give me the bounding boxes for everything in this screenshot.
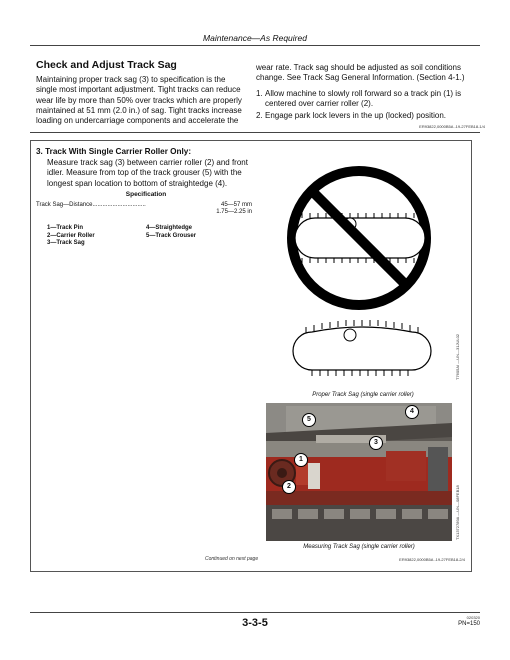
intro-line: wear life by more than 50% over tracks which are properly <box>36 95 242 105</box>
spec-row <box>36 202 146 208</box>
track-sag-diagram <box>262 150 462 390</box>
grouser-ticks <box>302 258 414 263</box>
reference-code: ER93822,0000B5A -19-27FEB18-1/4 <box>419 124 485 129</box>
spec-value-mm: 45—57 mm <box>220 202 252 208</box>
reference-code: ER93822,0000B5A -19-27FEB18-2/4 <box>399 557 465 562</box>
callout-4: 4 <box>405 405 419 419</box>
figure-caption: Proper Track Sag (single carrier roller) <box>312 392 414 398</box>
spec-label: Track Sag—Distance <box>36 202 93 208</box>
step-line: Measure track sag (3) between carrier roller (2) and front <box>47 158 248 167</box>
page-number: 3-3-5 <box>242 617 268 629</box>
step-line: longest span location to bottom of straightedge (4). <box>47 178 228 188</box>
footer-mark: 020320 <box>466 615 480 620</box>
figure-caption: Measuring Track Sag (single carrier roller) <box>303 544 415 550</box>
continued-note: Continued on next page <box>205 556 259 562</box>
track-photo <box>266 403 452 541</box>
step3-paragraph <box>47 158 257 189</box>
legend-item: 3—Track Sag <box>47 240 85 247</box>
legend-item: 5—Track Grouser <box>146 232 197 239</box>
figure-code: TX1372789A —UN—08FEB18 <box>455 485 460 540</box>
intro-line: wear rate. Track sag should be adjusted as soil conditions <box>256 63 462 72</box>
intro-line: single most important adjustment. Tight tracks can reduce <box>36 85 241 95</box>
step-1 <box>256 89 486 110</box>
section-title: Check and Adjust Track Sag <box>36 59 177 71</box>
step-line: Engage park lock levers in the up (locked) position. <box>265 111 446 120</box>
step-line: centered over carrier roller (2). <box>265 99 374 109</box>
figure-code: T7605AI —UN—31JUL02 <box>455 333 460 380</box>
step-number: 1. <box>256 89 263 98</box>
step3-title: 3. Track With Single Carrier Roller Only: <box>36 147 192 156</box>
grouser-ticks <box>312 370 408 376</box>
step-line: idler. Measure from top of the track grouser (5) with the <box>47 168 242 178</box>
legend-item: 2—Carrier Roller <box>47 232 95 239</box>
proper-track-outline <box>293 327 431 370</box>
intro-line: loading on undercarriage components and accelerate the <box>36 116 239 126</box>
intro-line: Maintaining proper track sag (3) to specification is the <box>36 75 226 84</box>
footer-code: PN=150 <box>458 621 480 627</box>
intro-line: maintained at 51 mm (2.0 in.) of sag. Tight tracks increase <box>36 105 242 115</box>
spec-leader: ................................ <box>92 202 146 208</box>
intro-line: change. See Track Sag General Information. (Section 4-1.) <box>256 73 465 83</box>
step-line: Allow machine to slowly roll forward so a track pin (1) is <box>265 89 462 98</box>
section-rule <box>30 132 480 133</box>
legend-right <box>146 225 196 240</box>
grouser-ticks <box>302 213 414 218</box>
callout-2: 2 <box>282 480 296 494</box>
callout-5: 5 <box>302 413 316 427</box>
proper-track-example <box>293 320 431 376</box>
carrier-roller <box>344 329 356 341</box>
spec-value-in: 1.75—2.25 in <box>216 209 252 215</box>
callout-1: 1 <box>294 453 308 467</box>
intro-continued <box>256 63 484 84</box>
intro-paragraph <box>36 75 251 126</box>
footer-rule <box>30 612 480 613</box>
improper-track-example <box>292 171 426 305</box>
header-rule <box>30 45 480 46</box>
step-2 <box>256 111 486 121</box>
legend-item: 4—Straightedge <box>146 225 193 231</box>
step-number: 2. <box>256 111 263 120</box>
callout-3: 3 <box>369 436 383 450</box>
page-header: Maintenance—As Required <box>203 33 307 43</box>
legend-left <box>47 225 95 248</box>
track-photo-art <box>266 403 452 541</box>
legend-item: 1—Track Pin <box>47 225 84 231</box>
spec-heading: Specification <box>125 191 167 198</box>
